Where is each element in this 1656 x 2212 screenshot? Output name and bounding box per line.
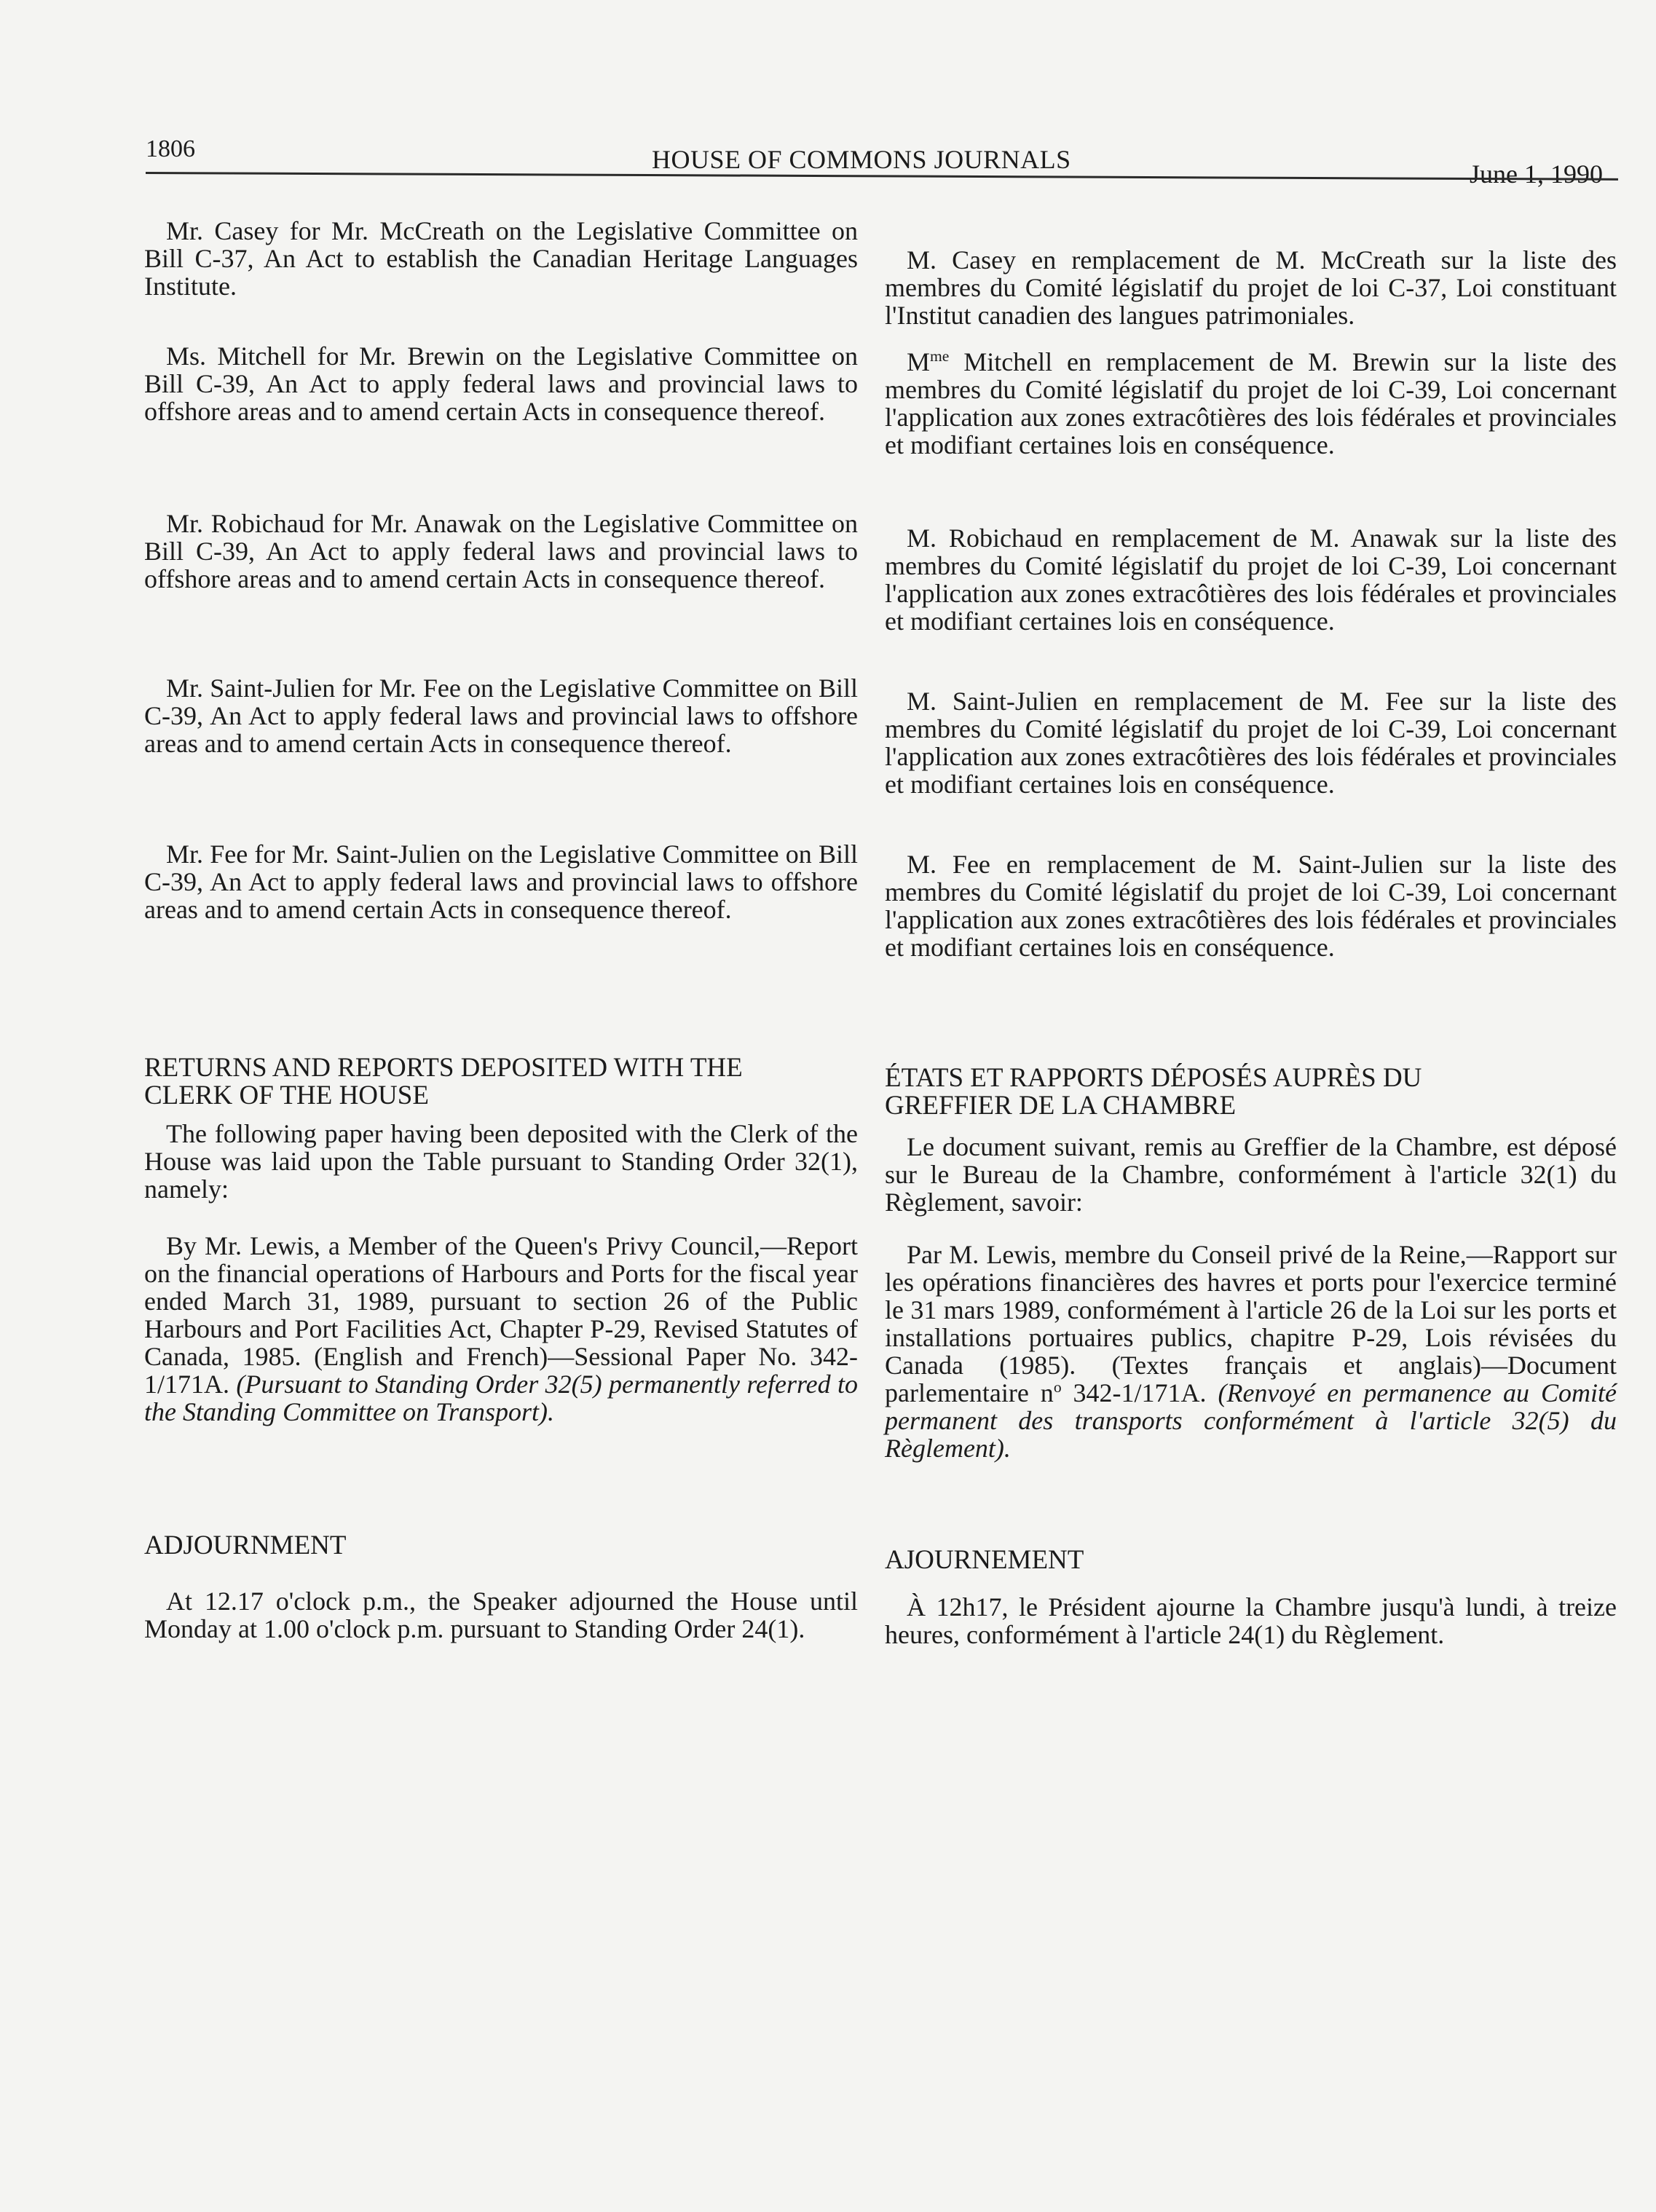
left-adjournment-text: At 12.17 o'clock p.m., the Speaker adjourned the House until Monday at 1.00 o'clock p.m. pursuant to Standing Order 24(1). bbox=[144, 1587, 858, 1643]
left-returns-item-referral: (Pursuant to Standing Order 32(5) permanently referred to the Standing Committee on Transport). bbox=[144, 1370, 858, 1426]
right-returns-intro bbox=[885, 1133, 1617, 1216]
left-change-2-text: Ms. Mitchell for Mr. Brewin on the Legislative Committee on Bill C-39, An Act to apply federal laws and provincial laws to offshore areas and to amend certain Acts in consequence thereof. bbox=[144, 341, 858, 426]
right-returns-intro-text: Le document suivant, remis au Greffier de la Chambre, est déposé sur le Bureau de la Chambre, conformément à l'article 32(1) du Règlement, savoir: bbox=[885, 1132, 1617, 1217]
right-returns-item-text: Par M. Lewis, membre du Conseil privé de la Reine,—Rapport sur les opérations financières des havres et ports pour l'exercice terminé le 31 mars 1989, conformément à l'article 26 de la Loi sur les ports et installations portuaires publics, chapitre P-29, Lois révisées du Canada (1985). (Textes français et anglais)—Document parlementaire n bbox=[885, 1240, 1617, 1407]
left-change-3-text: Mr. Robichaud for Mr. Anawak on the Legislative Committee on Bill C-39, An Act to apply federal laws and provincial laws to offshore areas and to amend certain Acts in consequence thereof. bbox=[144, 509, 858, 593]
page-number: 1806 bbox=[146, 135, 195, 162]
right-returns-item-referral: (Renvoyé en permanence au Comité permanent des transports conformément à l'article 32(5) du Règlement). bbox=[885, 1378, 1617, 1463]
right-adjournment-heading bbox=[885, 1547, 1617, 1574]
left-change-4 bbox=[144, 674, 858, 757]
right-returns-item-sup: o bbox=[1053, 1378, 1062, 1396]
right-adjournment-text: À 12h17, le Président ajourne la Chambre jusqu'à lundi, à treize heures, conformément à l'article 24(1) du Règlement. bbox=[885, 1592, 1617, 1649]
left-returns-item bbox=[144, 1232, 858, 1426]
right-returns-heading-line-1: ÉTATS ET RAPPORTS DÉPOSÉS AUPRÈS DU bbox=[885, 1063, 1422, 1093]
left-returns-heading-line-1: RETURNS AND REPORTS DEPOSITED WITH THE bbox=[144, 1053, 743, 1083]
left-returns-intro bbox=[144, 1120, 858, 1203]
left-returns-heading bbox=[144, 1054, 858, 1110]
right-change-2-sup: me bbox=[930, 347, 950, 365]
left-change-2 bbox=[144, 342, 858, 425]
right-change-4 bbox=[885, 687, 1617, 798]
left-returns-heading-line-2: CLERK OF THE HOUSE bbox=[144, 1081, 429, 1110]
right-adjournment bbox=[885, 1593, 1617, 1648]
left-change-5-text: Mr. Fee for Mr. Saint-Julien on the Legislative Committee on Bill C-39, An Act to apply federal laws and provincial laws to offshore areas and to amend certain Acts in consequence thereof. bbox=[144, 840, 858, 924]
left-change-4-text: Mr. Saint-Julien for Mr. Fee on the Legislative Committee on Bill C-39, An Act to apply federal laws and provincial laws to offshore areas and to amend certain Acts in consequence thereof. bbox=[144, 674, 858, 758]
right-change-2-text: Mitchell en remplacement de M. Brewin sur la liste des membres du Comité législatif du projet de loi C-39, Loi concernant l'application aux zones extracôtières des lois fédérales et provinciales et modifiant certaines lois en conséquence. bbox=[885, 347, 1617, 459]
left-change-3 bbox=[144, 510, 858, 593]
left-returns-item-text: By Mr. Lewis, a Member of the Queen's Privy Council,—Report on the financial operations of Harbours and Ports for the fiscal year ended March 31, 1989, pursuant to section 26 of the Public Harbours and Port Facilities Act, Chapter P-29, Revised Statutes of Canada, 1985. (English and French)—Sessional Paper No. 342-1/171A. bbox=[144, 1231, 858, 1399]
right-returns-heading bbox=[885, 1064, 1617, 1120]
left-change-1 bbox=[144, 217, 858, 300]
left-adjournment-heading-text: ADJOURNMENT bbox=[144, 1530, 347, 1560]
right-change-2 bbox=[885, 348, 1617, 459]
journal-title: HOUSE OF COMMONS JOURNALS bbox=[652, 145, 1071, 174]
right-adjournment-heading-text: AJOURNEMENT bbox=[885, 1545, 1084, 1575]
right-change-1-text: M. Casey en remplacement de M. McCreath sur la liste des membres du Comité législatif du projet de loi C-37, Loi constituant l'Institut canadien des langues patrimoniales. bbox=[885, 245, 1617, 330]
right-returns-item-tail: 342-1/171A. bbox=[1061, 1378, 1218, 1407]
journal-date: June 1, 1990 bbox=[1470, 159, 1603, 189]
left-returns-intro-text: The following paper having been deposited with the Clerk of the House was laid upon the Table pursuant to Standing Order 32(1), namely: bbox=[144, 1119, 858, 1204]
right-change-3 bbox=[885, 524, 1617, 635]
right-change-2-prefix: M bbox=[907, 347, 931, 376]
right-change-5 bbox=[885, 850, 1617, 961]
left-change-5 bbox=[144, 840, 858, 923]
left-adjournment bbox=[144, 1587, 858, 1643]
right-change-1 bbox=[885, 246, 1617, 329]
right-change-3-text: M. Robichaud en remplacement de M. Anawak sur la liste des membres du Comité législatif du projet de loi C-39, Loi concernant l'application aux zones extracôtières des lois fédérales et provinciales et modifiant certaines lois en conséquence. bbox=[885, 524, 1617, 636]
right-change-4-text: M. Saint-Julien en remplacement de M. Fee sur la liste des membres du Comité législatif du projet de loi C-39, Loi concernant l'application aux zones extracôtières des lois fédérales et provinciales et modifiant certaines lois en conséquence. bbox=[885, 687, 1617, 799]
right-returns-item bbox=[885, 1241, 1617, 1462]
left-change-1-text: Mr. Casey for Mr. McCreath on the Legislative Committee on Bill C-37, An Act to establish the Canadian Heritage Languages Institute. bbox=[144, 216, 858, 301]
right-returns-heading-line-2: GREFFIER DE LA CHAMBRE bbox=[885, 1091, 1237, 1121]
left-adjournment-heading bbox=[144, 1532, 858, 1560]
right-change-5-text: M. Fee en remplacement de M. Saint-Julien sur la liste des membres du Comité législatif du projet de loi C-39, Loi concernant l'application aux zones extracôtières des lois fédérales et provinciales et modifiant certaines lois en conséquence. bbox=[885, 850, 1617, 962]
